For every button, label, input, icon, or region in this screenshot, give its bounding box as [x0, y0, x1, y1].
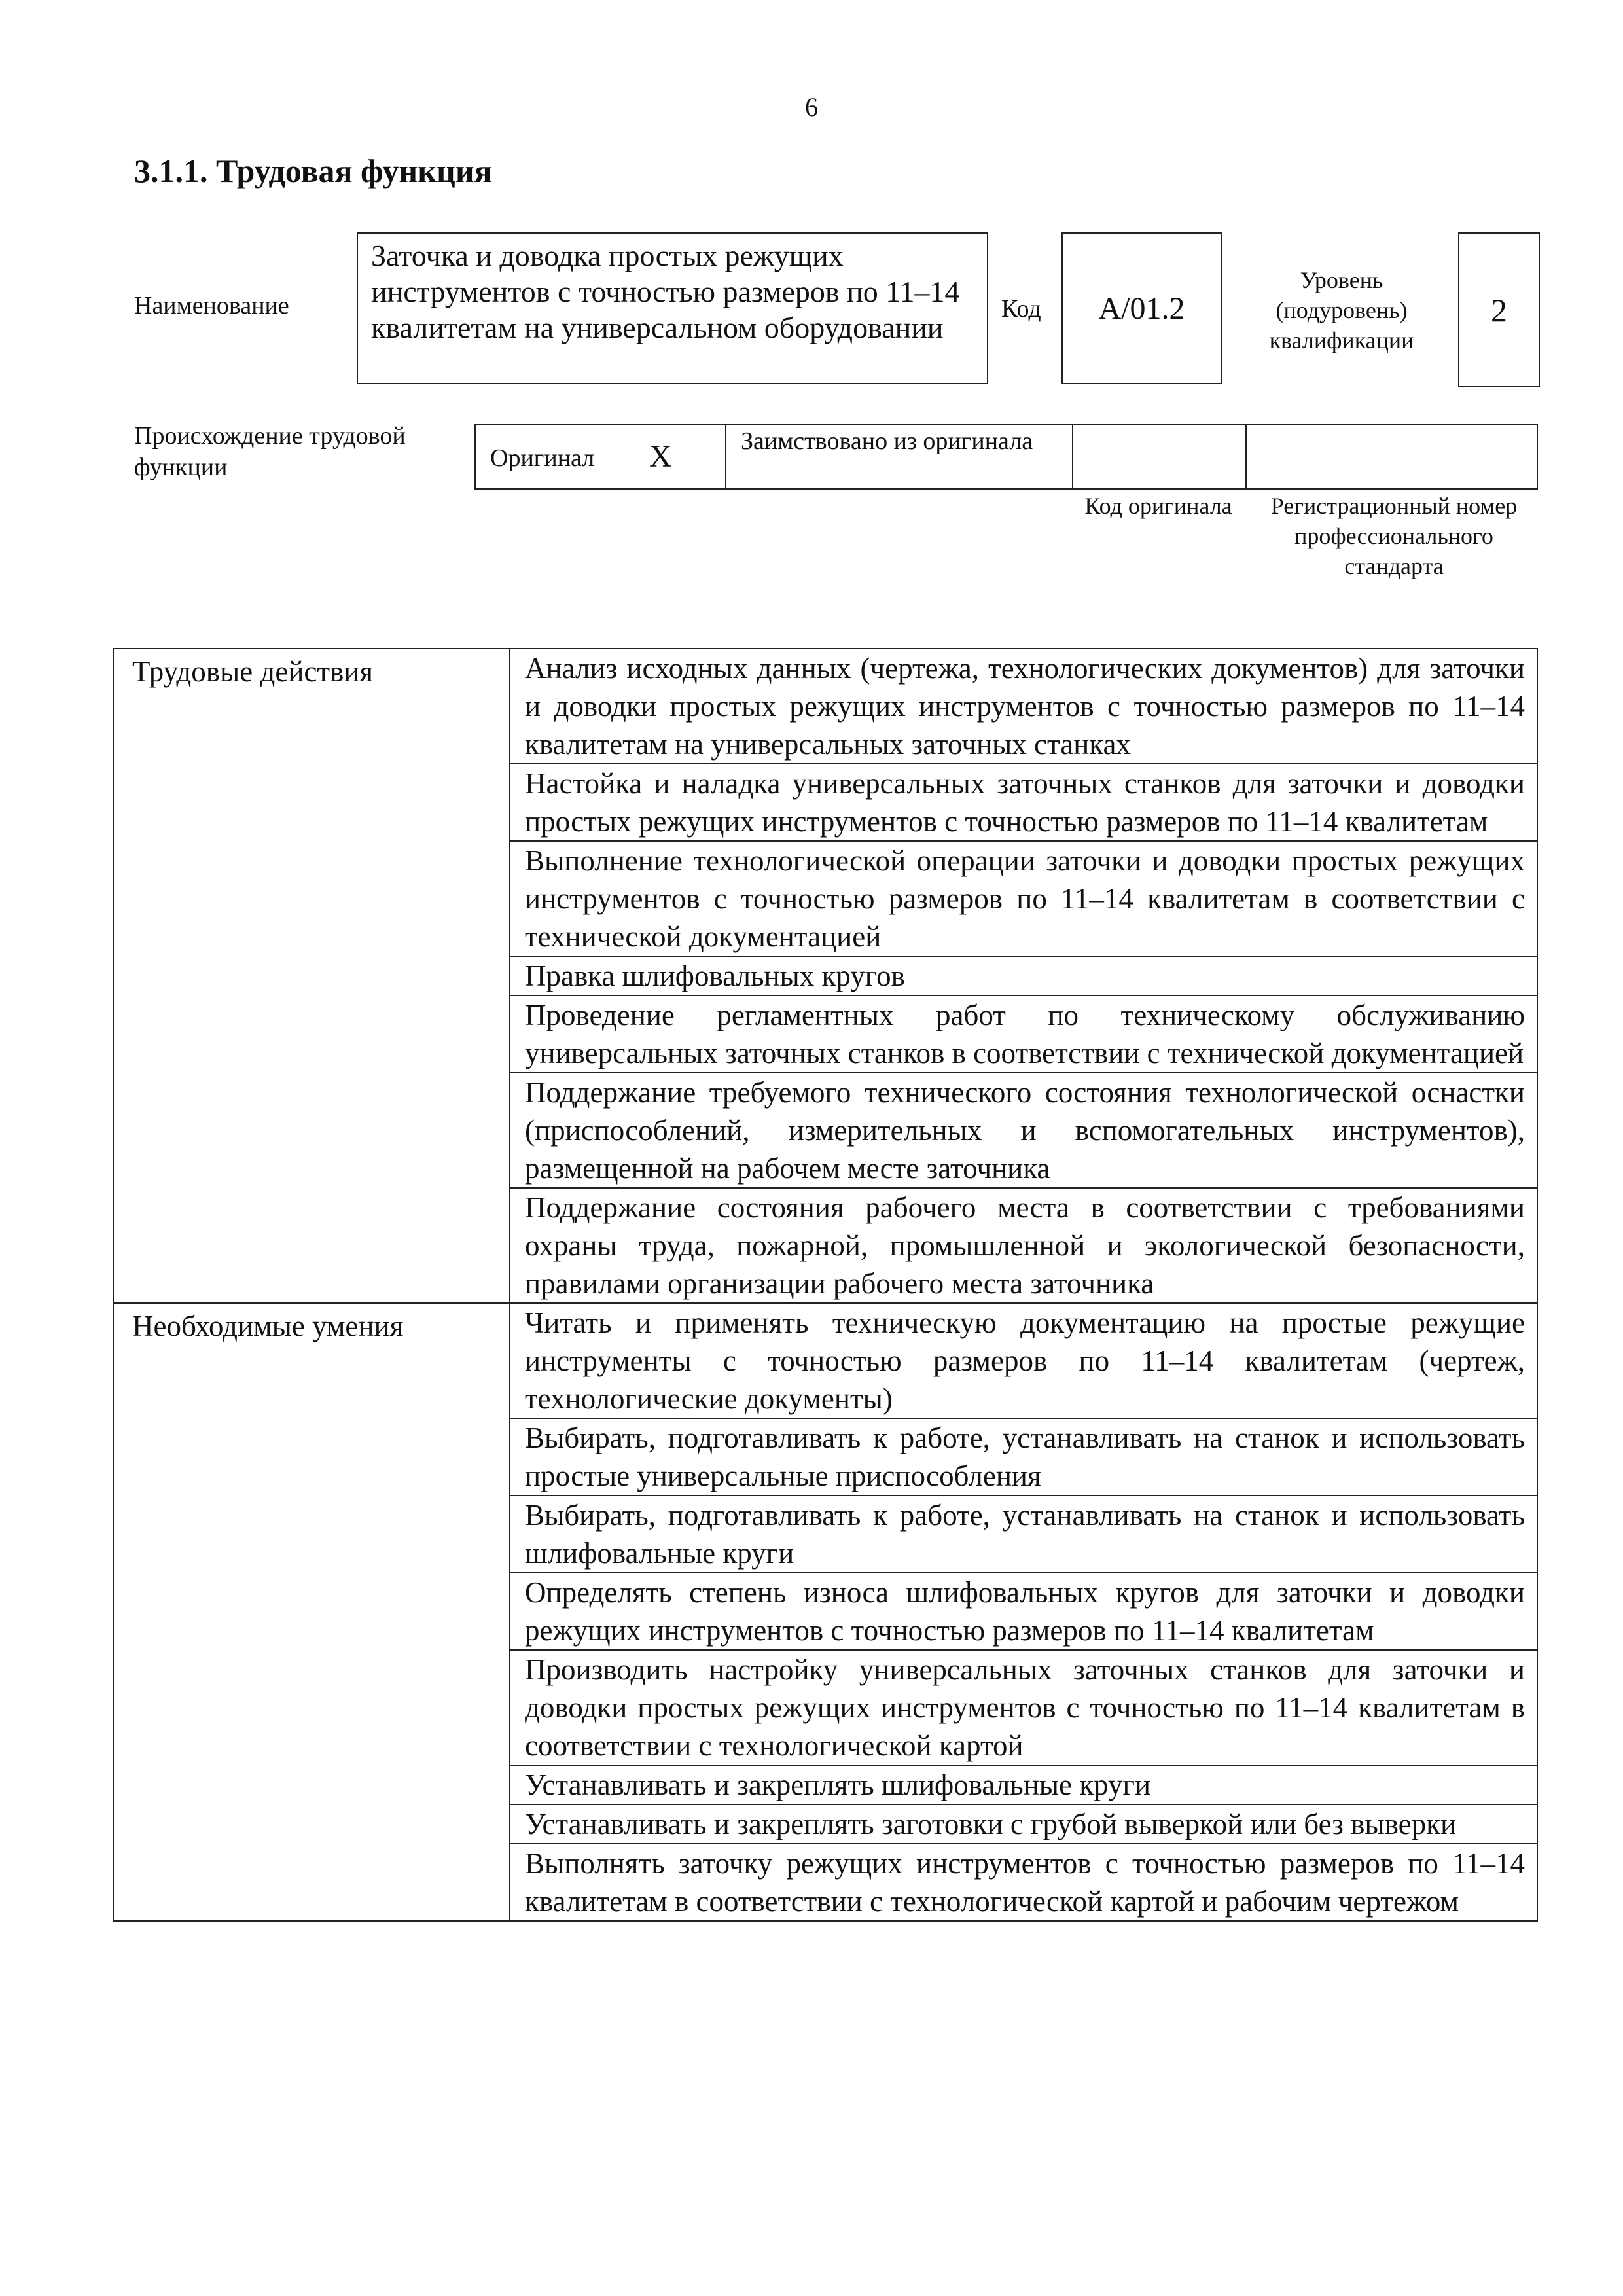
section-item: Устанавливать и закреплять шлифовальные круги [510, 1765, 1537, 1804]
original-label: Оригинал [490, 444, 595, 472]
section-item: Выполнять заточку режущих инструментов с точностью размеров по 11–14 квалитетам в соответствии с технологической картой и рабочим чертежом [510, 1844, 1537, 1921]
registration-number-caption: Регистрационный номер профессионального стандарта [1270, 493, 1518, 579]
section-item: Выполнение технологической операции заточки и доводки простых режущих инструментов с точностью размеров по 11–14 квалитетам в соответствии с технической документацией [510, 841, 1537, 956]
table-row [113, 1303, 1537, 1418]
section-title: 3.1.1. Трудовая функция [134, 152, 492, 189]
borrowed-label: Заимствовано из оригинала [741, 427, 1033, 455]
section-item: Выбирать, подготавливать к работе, устанавливать на станок и использовать шлифовальные круги [510, 1496, 1537, 1573]
code-original-caption: Код оригинала [1084, 493, 1232, 519]
borrowed-cell [726, 425, 1073, 488]
section-item: Определять степень износа шлифовальных кругов для заточки и доводки режущих инструментов с точностью размеров по 11–14 квалитетам [510, 1573, 1537, 1650]
section-item: Проведение регламентных работ по техническому обслуживанию универсальных заточных станков в соответствии с технической документацией [510, 996, 1537, 1073]
section-item: Читать и применять техническую документацию на простые режущие инструменты с точностью размеров по 11–14 квалитетам (чертеж, технологические документы) [510, 1303, 1537, 1418]
section-item: Выбирать, подготавливать к работе, устанавливать на станок и использовать простые универсальные приспособления [510, 1418, 1537, 1496]
original-cell [476, 425, 726, 488]
section-item: Настойка и наладка универсальных заточных станков для заточки и доводки простых режущих инструментов с точностью размеров по 11–14 квалитетам [510, 764, 1537, 841]
code-box: A/01.2 [1061, 232, 1222, 384]
page-number: 6 [805, 92, 818, 122]
table-row [113, 649, 1537, 764]
function-details-table [113, 648, 1538, 1922]
section-item: Анализ исходных данных (чертежа, технологических документов) для заточки и доводки простых режущих инструментов с точностью размеров по 11–14 квалитетам на универсальных заточных станках [510, 649, 1537, 764]
name-label: Наименование [134, 292, 289, 319]
code-label: Код [1001, 295, 1041, 323]
origin-table [474, 424, 1538, 490]
original-mark: X [649, 439, 672, 474]
section-title-cell: Необходимые умения [113, 1303, 510, 1921]
section-item: Поддержание требуемого технического состояния технологической оснастки (приспособлений, измерительных и вспомогательных инструментов), размещенной на рабочем месте заточника [510, 1073, 1537, 1188]
original-code-cell [1073, 425, 1247, 488]
section-item: Правка шлифовальных кругов [510, 956, 1537, 996]
section-item: Производить настройку универсальных заточных станков для заточки и доводки простых режущих инструментов с точностью по 11–14 квалитетам в соответствии с технологической картой [510, 1650, 1537, 1765]
section-item: Устанавливать и закреплять заготовки с грубой выверкой или без выверки [510, 1804, 1537, 1844]
origin-label: Происхождение трудовой функции [134, 422, 406, 481]
function-name-box: Заточка и доводка простых режущих инструментов с точностью размеров по 11–14 квалитетам на универсальном оборудовании [357, 232, 988, 384]
section-title-cell: Трудовые действия [113, 649, 510, 1303]
level-box: 2 [1458, 232, 1540, 387]
level-label: Уровень (подуровень) квалификации [1269, 267, 1414, 353]
section-item: Поддержание состояния рабочего места в соответствии с требованиями охраны труда, пожарной, промышленной и экологической безопасности, правилами организации рабочего места заточника [510, 1188, 1537, 1303]
